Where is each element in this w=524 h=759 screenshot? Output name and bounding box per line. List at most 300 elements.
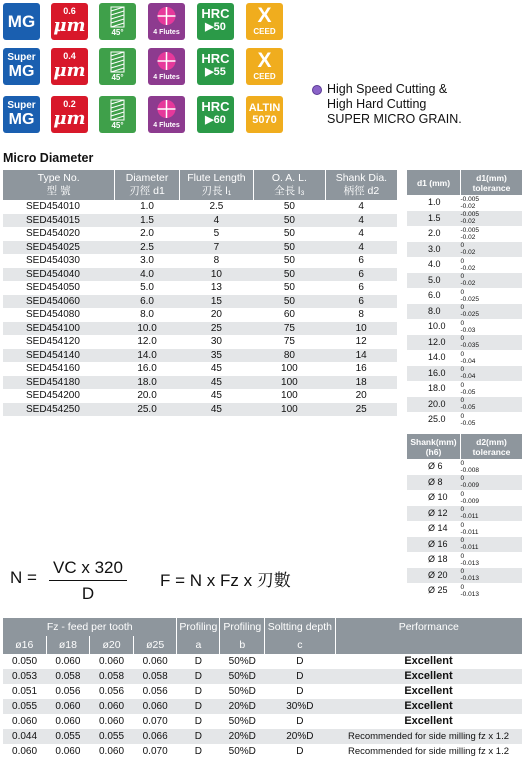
tolerance-cell (461, 257, 523, 273)
table-cell: 80 (253, 349, 325, 363)
table-cell: SED454020 (26, 228, 80, 239)
d1-tolerance-table (407, 170, 522, 428)
hrc-badge: HRC ▶55 (197, 48, 234, 85)
tolerance-cell (461, 568, 523, 584)
table-cell: D (296, 746, 304, 757)
table-cell: 25.0 (115, 403, 180, 417)
table-cell: 30%D (265, 699, 335, 714)
table-cell: 7 (179, 241, 253, 255)
tolerance-lower: -0.02 (460, 280, 476, 288)
feature-line: High Speed Cutting & (327, 82, 448, 96)
helix-angle-badge: 45° (99, 96, 136, 133)
table-cell: 45 (210, 390, 222, 401)
tolerance-upper: 0 (460, 335, 465, 343)
table-cell: 0.055 (90, 729, 134, 744)
helix-angle-badge: 45° (99, 3, 136, 40)
table-cell: 20%D (220, 729, 265, 744)
table-row (407, 459, 522, 475)
table-row (3, 729, 522, 744)
table-cell: SED454010 (26, 201, 80, 212)
table-cell: SED454015 (3, 214, 115, 228)
table-cell: 4.0 (115, 268, 180, 282)
table-cell: 12.0 (407, 335, 461, 351)
formula-n-label: N = (10, 568, 37, 587)
table-cell: 5 (213, 228, 220, 239)
tolerance-lower: -0.05 (460, 419, 476, 427)
table-cell: 0.060 (99, 716, 125, 727)
tolerance-upper: 0 (460, 304, 465, 312)
tolerance-upper: 0 (460, 381, 465, 389)
table-row (3, 268, 397, 282)
table-cell: 50%D (220, 669, 265, 684)
table-row (407, 521, 522, 537)
tolerance-upper: 0 (460, 319, 465, 327)
table-cell: Excellent (335, 699, 522, 714)
table-cell: 0.050 (12, 656, 38, 667)
col-header: Flute Length 刃長 l₁ (179, 170, 253, 200)
table-cell: D (177, 729, 220, 744)
table-cell: 3.0 (407, 242, 461, 258)
table-cell: 8.0 (140, 309, 154, 320)
col-header: Diameter 刃徑 d1 (115, 170, 180, 200)
table-cell: 50%D (228, 746, 256, 757)
table-row (407, 211, 522, 227)
table-cell: 1.5 (407, 211, 461, 227)
table-cell: 0.070 (142, 716, 168, 727)
table-cell: Recommended for side milling fz x 1.2 (335, 729, 522, 744)
table-cell: D (194, 746, 202, 757)
super-mg-badge: Super MG (3, 96, 40, 133)
table-cell: 16.0 (407, 366, 461, 382)
table-cell: 14 (325, 349, 397, 363)
table-cell: 16.0 (137, 363, 157, 374)
table-cell: 0.060 (55, 746, 81, 757)
hrc-badge: HRC ▶50 (197, 3, 234, 40)
table-cell: Ø 14 (428, 523, 448, 533)
grain-size-badge: 0.2 μm (51, 96, 88, 133)
tolerance-cell (461, 211, 523, 227)
table-cell: SED454025 (3, 241, 115, 255)
tolerance-upper: 0 (460, 537, 465, 545)
table-cell: Excellent (404, 655, 453, 667)
tolerance-lower: -0.05 (460, 404, 476, 412)
tolerance-lower: -0.011 (460, 528, 479, 536)
shank-tolerance-table (407, 434, 522, 599)
helix-icon (99, 48, 136, 74)
table-row (3, 335, 397, 349)
table-row (3, 227, 397, 241)
tolerance-cell (461, 226, 523, 242)
sub-header: c (265, 636, 335, 654)
table-cell: 1.0 (140, 201, 154, 212)
table-cell: 25 (179, 322, 253, 336)
super-mg-badge: Super MG (3, 48, 40, 85)
tolerance-lower: -0.03 (460, 326, 476, 334)
table-cell: 1.0 (428, 197, 441, 207)
four-flutes-icon (148, 3, 185, 29)
tolerance-cell (461, 381, 523, 397)
tolerance-lower: -0.02 (460, 233, 476, 241)
tolerance-cell (461, 459, 523, 475)
col-header: d2(mm) tolerance (461, 434, 523, 459)
tolerance-upper: 0 (460, 242, 465, 250)
tolerance-upper: 0 (460, 552, 465, 560)
table-row (3, 308, 397, 322)
sub-header: ø25 (133, 636, 177, 654)
tolerance-cell (461, 350, 523, 366)
tolerance-upper: 0 (460, 397, 465, 405)
table-row (3, 669, 522, 684)
table-row (3, 654, 522, 669)
table-row (407, 257, 522, 273)
table-cell: 0.066 (133, 729, 177, 744)
table-cell: Ø 20 (407, 568, 461, 584)
formula-numerator: VC x 320 (49, 558, 127, 581)
col-header: d1(mm) tolerance (461, 170, 523, 195)
table-cell: 6 (358, 255, 364, 266)
hrc-badge: HRC ▶60 (197, 96, 234, 133)
tolerance-lower: -0.008 (460, 466, 479, 474)
coating-badge: X CEED (246, 48, 283, 85)
four-flutes-icon (148, 48, 185, 74)
tolerance-cell (461, 335, 523, 351)
tolerance-cell (461, 319, 523, 335)
table-cell: 4.0 (428, 259, 441, 269)
table-row (3, 714, 522, 729)
table-row (407, 506, 522, 522)
table-cell: D (296, 716, 304, 727)
tolerance-upper: 0 (460, 506, 465, 514)
table-cell: SED454040 (3, 268, 115, 282)
tolerance-upper: 0 (460, 459, 465, 467)
tolerance-cell (461, 366, 523, 382)
mg-badge: MG (3, 3, 40, 40)
flutes-badge: 4 Flutes (148, 3, 185, 40)
tolerance-upper: 0 (460, 366, 465, 374)
table-cell: 0.056 (142, 686, 168, 697)
tolerance-upper: -0.005 (460, 195, 479, 203)
table-row (3, 389, 397, 403)
table-cell: 0.060 (55, 656, 81, 667)
table-cell: 0.060 (46, 699, 90, 714)
table-cell: 25.0 (428, 414, 446, 424)
table-cell: 50%D (228, 716, 256, 727)
tolerance-upper: 0 (460, 583, 465, 591)
table-cell: 12.0 (137, 336, 157, 347)
helix-icon (99, 3, 136, 29)
table-row (407, 552, 522, 568)
table-cell: Ø 12 (407, 506, 461, 522)
tolerance-cell (461, 304, 523, 320)
table-cell: Ø 25 (428, 585, 448, 595)
table-cell: Excellent (335, 669, 522, 684)
tolerance-upper: 0 (460, 475, 465, 483)
sub-header: ø18 (46, 636, 90, 654)
table-cell: 0.051 (12, 686, 38, 697)
table-cell: 0.055 (3, 699, 46, 714)
table-cell: 75 (253, 322, 325, 336)
table-cell: 0.056 (99, 686, 125, 697)
table-cell: Ø 16 (407, 537, 461, 553)
col-header: Profiling (177, 618, 220, 636)
formula-fraction (49, 558, 127, 604)
table-cell: 4 (358, 201, 364, 212)
table-cell: 50 (283, 282, 295, 293)
feature-line: High Hard Cutting (327, 97, 427, 111)
table-cell: 0.056 (55, 686, 81, 697)
table-cell: 0.070 (142, 746, 168, 757)
table-cell: 60 (283, 309, 295, 320)
tolerance-cell (461, 397, 523, 413)
table-cell: 2.0 (140, 228, 154, 239)
section-title: Micro Diameter (3, 151, 94, 165)
table-row (3, 254, 397, 268)
table-cell: SED454140 (3, 349, 115, 363)
table-cell: SED454030 (26, 255, 80, 266)
table-row (407, 242, 522, 258)
table-row (3, 281, 397, 295)
table-cell: Excellent (404, 685, 453, 697)
table-row (3, 322, 397, 336)
table-cell: 75 (283, 336, 295, 347)
table-cell: SED454080 (26, 309, 80, 320)
tolerance-cell (461, 412, 523, 428)
table-cell: 2.5 (115, 241, 180, 255)
table-cell: 15 (179, 295, 253, 309)
table-cell: D (177, 699, 220, 714)
table-row (3, 241, 397, 255)
table-cell: 100 (281, 390, 298, 401)
table-cell: 12 (355, 336, 367, 347)
table-cell: 0.060 (90, 699, 134, 714)
table-cell: 50 (283, 228, 295, 239)
table-cell: 50 (253, 268, 325, 282)
col-header: O. A. L. 全長 l₃ (253, 170, 325, 200)
table-row (3, 362, 397, 376)
table-row (407, 537, 522, 553)
table-cell: 35 (179, 349, 253, 363)
table-cell: 0.060 (12, 746, 38, 757)
tolerance-cell (461, 288, 523, 304)
table-cell: 6 (358, 282, 364, 293)
tolerance-lower: -0.009 (460, 497, 479, 505)
table-row (407, 397, 522, 413)
table-cell: 0.058 (46, 669, 90, 684)
table-row (3, 295, 397, 309)
col-header: Shank Dia. 柄徑 d2 (325, 170, 397, 200)
table-cell: 0.060 (133, 699, 177, 714)
table-cell: 6 (325, 268, 397, 282)
table-cell: 1.5 (115, 214, 180, 228)
specification-table (3, 170, 397, 416)
table-cell: 4 (325, 241, 397, 255)
table-row (407, 319, 522, 335)
sub-header: b (220, 636, 265, 654)
table-row (407, 273, 522, 289)
table-row (407, 568, 522, 584)
table-cell: 0.044 (3, 729, 46, 744)
tolerance-upper: 0 (460, 257, 465, 265)
col-header: Type No. 型 號 (3, 170, 115, 200)
table-cell: D (194, 656, 202, 667)
table-cell: 6 (325, 295, 397, 309)
table-cell: D (177, 669, 220, 684)
table-cell: 2.5 (209, 201, 224, 212)
helix-icon (99, 96, 136, 122)
col-header: Profiling (220, 618, 265, 636)
table-row (407, 226, 522, 242)
table-cell: 20.0 (407, 397, 461, 413)
bullet-icon (312, 85, 322, 95)
tolerance-upper: 0 (460, 521, 465, 529)
table-cell: 2.0 (428, 228, 441, 238)
table-cell: 18 (325, 376, 397, 390)
tolerance-cell (461, 475, 523, 491)
table-cell: Ø 10 (428, 492, 448, 502)
table-cell: 0.058 (133, 669, 177, 684)
table-cell: 50 (253, 214, 325, 228)
table-cell: 3.0 (140, 255, 154, 266)
tolerance-lower: -0.011 (460, 544, 479, 552)
table-row (407, 288, 522, 304)
table-cell: 20 (210, 309, 222, 320)
table-cell: 50%D (228, 686, 256, 697)
table-cell: SED454120 (26, 336, 80, 347)
table-cell: SED454200 (26, 390, 80, 401)
table-row (407, 350, 522, 366)
table-cell: 16 (355, 363, 367, 374)
table-cell: SED454050 (26, 282, 80, 293)
table-cell: SED454180 (3, 376, 115, 390)
table-cell: 20%D (265, 729, 335, 744)
tolerance-cell (461, 537, 523, 553)
table-cell: SED454060 (3, 295, 115, 309)
table-row (3, 403, 397, 417)
table-cell: Recommended for side milling fz x 1.2 (347, 746, 510, 757)
grain-size-badge: 0.4 μm (51, 48, 88, 85)
table-cell: Ø 6 (428, 461, 443, 471)
table-cell: 50 (253, 241, 325, 255)
tolerance-cell (461, 552, 523, 568)
tolerance-lower: -0.02 (460, 218, 476, 226)
table-row (3, 376, 397, 390)
table-cell: 0.055 (46, 729, 90, 744)
tolerance-lower: -0.02 (460, 202, 476, 210)
table-cell: 4 (358, 228, 364, 239)
tolerance-lower: -0.025 (460, 295, 479, 303)
col-header: Shank(mm) (h6) (407, 434, 461, 459)
col-header: d1 (mm) (407, 170, 461, 195)
table-cell: D (296, 686, 304, 697)
table-cell: 0.060 (55, 716, 81, 727)
col-header: Performance (335, 618, 522, 636)
table-cell: 14.0 (115, 349, 180, 363)
table-cell: 45 (210, 363, 222, 374)
tolerance-cell (461, 583, 523, 599)
tolerance-lower: -0.011 (460, 513, 479, 521)
sub-header: ø16 (3, 636, 46, 654)
table-row (407, 490, 522, 506)
tolerance-lower: -0.013 (460, 590, 479, 598)
table-cell: 0.060 (142, 656, 168, 667)
table-cell: 4 (179, 214, 253, 228)
table-cell: 4 (325, 214, 397, 228)
table-cell: D (296, 656, 304, 667)
table-cell: D (194, 686, 202, 697)
tolerance-lower: -0.009 (460, 482, 479, 490)
table-cell: 8.0 (407, 304, 461, 320)
table-cell: 0.058 (90, 669, 134, 684)
tolerance-upper: 0 (460, 490, 465, 498)
tolerance-cell (461, 490, 523, 506)
formula-feed: F = N x Fz x 刃數 (160, 571, 291, 590)
table-row (3, 214, 397, 228)
table-cell: 0.060 (99, 656, 125, 667)
table-cell: Ø 8 (407, 475, 461, 491)
four-flutes-icon (148, 96, 185, 122)
feature-list (327, 82, 462, 127)
table-cell: 0.053 (3, 669, 46, 684)
tolerance-upper: 0 (460, 273, 465, 281)
table-row (407, 381, 522, 397)
tolerance-cell (461, 521, 523, 537)
formula-denominator: D (81, 584, 95, 603)
table-cell: 100 (253, 376, 325, 390)
flutes-badge: 4 Flutes (148, 96, 185, 133)
table-cell: SED454100 (3, 322, 115, 336)
table-cell: 18.0 (115, 376, 180, 390)
table-row (3, 200, 397, 214)
sub-header (335, 636, 522, 654)
helix-angle-badge: 45° (99, 48, 136, 85)
table-cell: D (194, 716, 202, 727)
tolerance-upper: 0 (460, 350, 465, 358)
table-cell: 45 (179, 403, 253, 417)
table-row (407, 304, 522, 320)
table-cell: D (265, 669, 335, 684)
sub-header: ø20 (90, 636, 134, 654)
tolerance-cell (461, 506, 523, 522)
table-cell: 100 (281, 363, 298, 374)
table-cell: 5.0 (407, 273, 461, 289)
table-cell: 13 (210, 282, 222, 293)
table-cell: 6.0 (115, 295, 180, 309)
tolerance-upper: -0.005 (460, 211, 479, 219)
table-cell: 10 (179, 268, 253, 282)
tolerance-lower: -0.013 (460, 575, 479, 583)
table-cell: 50 (253, 295, 325, 309)
tolerance-upper: 0 (460, 568, 465, 576)
tolerance-lower: -0.02 (460, 264, 476, 272)
tolerance-lower: -0.035 (460, 342, 479, 350)
table-cell: Excellent (404, 715, 453, 727)
table-cell: Ø 18 (428, 554, 448, 564)
table-cell: SED454250 (3, 403, 115, 417)
coating-badge: X CEED (246, 3, 283, 40)
table-cell: 50 (283, 255, 295, 266)
tolerance-lower: -0.05 (460, 388, 476, 396)
table-cell: 30 (210, 336, 222, 347)
tolerance-upper: -0.005 (460, 226, 479, 234)
table-cell: 45 (179, 376, 253, 390)
tolerance-cell (461, 273, 523, 289)
col-header: Soltting depth (265, 618, 335, 636)
table-row (407, 366, 522, 382)
tolerance-cell (461, 195, 523, 211)
tolerance-lower: -0.025 (460, 311, 479, 319)
tolerance-lower: -0.04 (460, 357, 476, 365)
table-row (407, 412, 522, 428)
